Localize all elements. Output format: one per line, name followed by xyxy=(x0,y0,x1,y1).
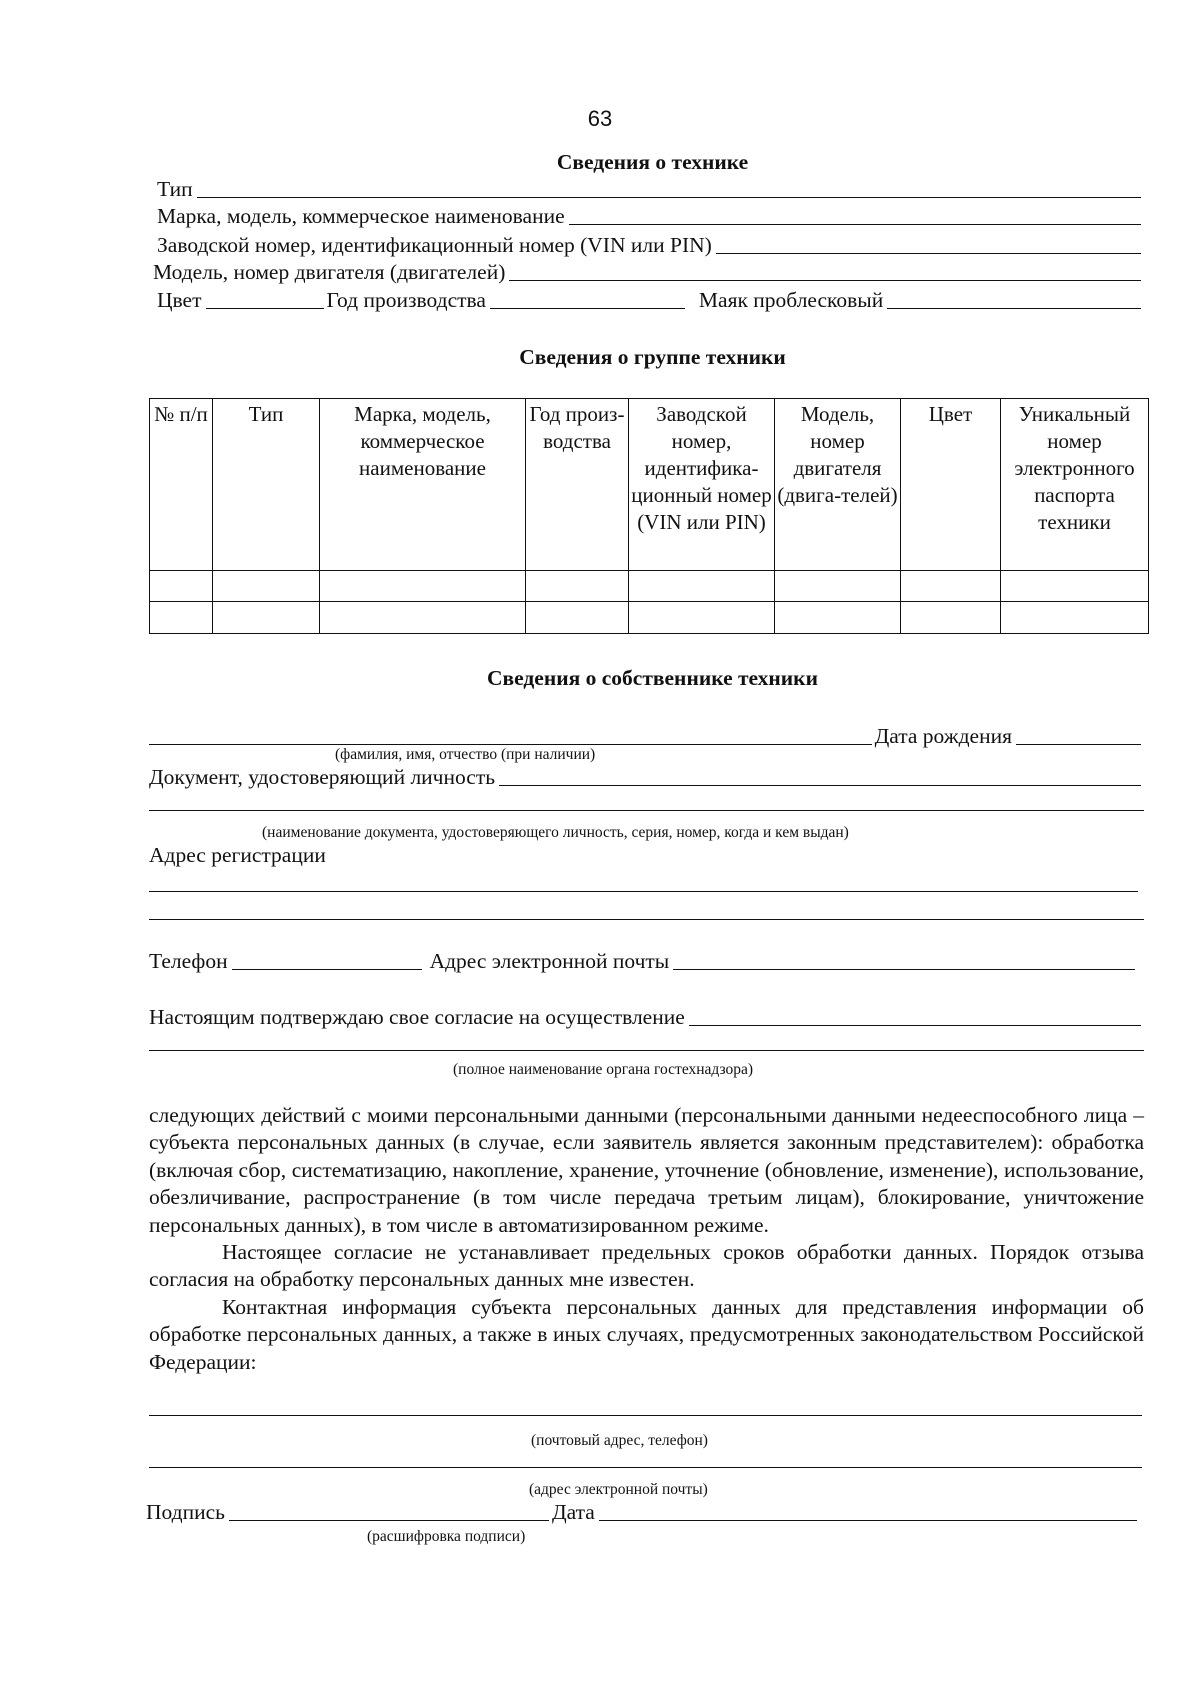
id-doc-hint: (наименование документа, удостоверяющего личность, серия, номер, когда и кем выдан) xyxy=(262,824,849,841)
header-cell: Заводской номер, идентифика-ционный номер (VIN или PIN) xyxy=(629,399,775,571)
postal-line[interactable] xyxy=(149,1415,1142,1416)
field-color-year-beacon[interactable] xyxy=(157,288,1144,313)
label: Заводской номер, идентификационный номер (VIN или PIN) xyxy=(157,233,712,257)
fio-hint: (фамилия, имя, отчество (при наличии) xyxy=(335,746,596,763)
table-header xyxy=(150,399,1149,571)
email-hint: (адрес электронной почты) xyxy=(529,1481,708,1498)
field-fio-birthdate[interactable] xyxy=(149,724,1144,749)
email-line[interactable] xyxy=(149,1467,1142,1468)
authority-line[interactable] xyxy=(149,1050,1144,1051)
header-cell: Уникальный номер электронного паспорта техники xyxy=(1001,399,1149,571)
label: Документ, удостоверяющий личность xyxy=(149,765,496,789)
header-cell: Модель, номер двигателя (двига-телей) xyxy=(775,399,901,571)
label-birth-date: Дата рождения xyxy=(874,724,1012,748)
table-row[interactable] xyxy=(150,571,1149,602)
page-number: 63 xyxy=(587,106,613,131)
label-color: Цвет xyxy=(157,288,202,312)
label: Тип xyxy=(157,177,193,201)
reg-address-line-1[interactable] xyxy=(149,891,1138,892)
header-cell: Год произ-водства xyxy=(526,399,629,571)
label-signature: Подпись xyxy=(146,1500,225,1524)
label-year: Год производства xyxy=(326,288,486,312)
section-title-group: Сведения о группе техники xyxy=(519,345,786,369)
label-email: Адрес электронной почты xyxy=(429,949,670,973)
section-title-owner: Сведения о собственнике техники xyxy=(487,666,818,690)
label: Модель, номер двигателя (двигателей) xyxy=(153,260,506,284)
header-cell: Тип xyxy=(213,399,320,571)
consent-text xyxy=(149,1102,1144,1376)
field-phone-email[interactable] xyxy=(149,949,1138,974)
field-serial[interactable] xyxy=(157,233,1144,258)
postal-hint: (почтовый адрес, телефон) xyxy=(531,1432,708,1449)
label-reg-address: Адрес регистрации xyxy=(149,843,326,867)
table-row[interactable] xyxy=(150,602,1149,634)
label-phone: Телефон xyxy=(149,949,228,973)
field-brand[interactable] xyxy=(157,204,1144,229)
reg-address-line-2[interactable] xyxy=(149,919,1144,920)
header-cell: Цвет xyxy=(901,399,1001,571)
signature-hint: (расшифровка подписи) xyxy=(367,1528,526,1545)
id-document-line[interactable] xyxy=(149,810,1144,811)
paragraph: следующих действий с моими персональными данными (персональными данными недееспособного лица – субъекта персональных данных (в случае, если заявитель является законным представителем): обработка (включая сбор, систематизацию, накопление, хранение, уточнение (обновление, изменение), использование, обезличивание, распространение (в том числе передача третьим лицам), блокирование, уничтожение персональных данных), в том числе в автоматизированном режиме. xyxy=(149,1103,1144,1237)
field-consent[interactable] xyxy=(149,1005,1144,1030)
field-id-document[interactable] xyxy=(149,765,1144,790)
header-cell: Марка, модель, коммерческое наименование xyxy=(320,399,526,571)
paragraph: Настоящее согласие не устанавливает предельных сроков обработки данных. Порядок отзыва согласия на обработку персональных данных мне известен. xyxy=(149,1240,1144,1292)
section-title-equipment: Сведения о технике xyxy=(556,150,749,174)
equipment-group-table xyxy=(149,398,1149,634)
field-type[interactable] xyxy=(157,177,1144,202)
label: Марка, модель, коммерческое наименование xyxy=(157,204,565,228)
label: Настоящим подтверждаю свое согласие на осуществление xyxy=(149,1005,685,1029)
field-engine[interactable] xyxy=(153,260,1144,285)
label-beacon: Маяк проблесковый xyxy=(698,288,884,312)
header-cell: № п/п xyxy=(150,399,213,571)
field-signature-date[interactable] xyxy=(146,1500,1140,1525)
paragraph: Контактная информация субъекта персональных данных для представления информации об обработке персональных данных, а также в иных случаях, предусмотренных законодательством Российской Федерации: xyxy=(149,1294,1144,1374)
authority-hint: (полное наименование органа гостехнадзора) xyxy=(453,1061,754,1078)
label-date: Дата xyxy=(551,1500,595,1524)
